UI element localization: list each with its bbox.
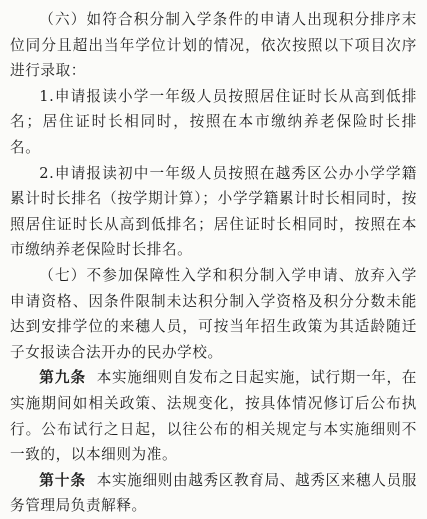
- article-ten: [10, 468, 417, 519]
- item-one-primary: [10, 84, 417, 161]
- article-ten-label: 第十条: [39, 471, 87, 489]
- clause-seven: [10, 263, 417, 365]
- clause-six-text: （六）如符合积分制入学条件的申请人出现积分排序末位同分且超出当年学位计划的情况，依次按照以下项目次序进行录取：: [10, 11, 417, 80]
- clause-six: [10, 7, 417, 84]
- item-two-junior: [10, 161, 417, 263]
- item-two-text: 2.申请报读初中一年级人员按照在越秀区公办小学学籍累计时长排名（按学期计算）；小学学籍累计时长相同时，按照居住证时长从高到低排名；居住证时长相同时，按照在本市缴纳养老保险时长排名。: [10, 164, 417, 259]
- item-one-text: 1.申请报读小学一年级人员按照居住证时长从高到低排名；居住证时长相同时，按照在本市缴纳养老保险时长排名。: [10, 87, 417, 156]
- article-nine-label: 第九条: [39, 369, 87, 387]
- clause-seven-text: （七）不参加保障性入学和积分制入学申请、放弃入学申请资格、因条件限制未达积分制入学资格及积分分数未能达到安排学位的来穗人员，可按当年招生政策为其适龄随迁子女报读合法开办的民办学校。: [10, 266, 417, 361]
- article-nine-text: 本实施细则自发布之日起实施，试行期一年，在实施期间如相关政策、法规变化，按具体情况修订后公布执行。公布试行之日起，以往公布的相关规定与本实施细则不一致的，以本细则为准。: [10, 369, 417, 464]
- article-nine: [10, 365, 417, 467]
- article-ten-text: 本实施细则由越秀区教育局、越秀区来穗人员服务管理局负责解释。: [10, 471, 417, 515]
